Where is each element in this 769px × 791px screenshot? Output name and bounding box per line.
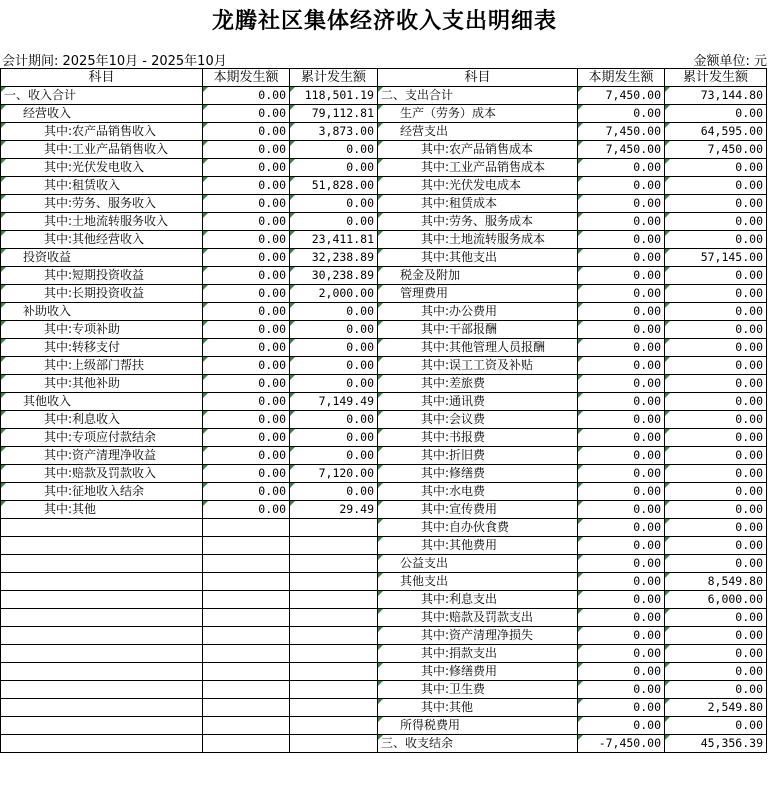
expense-current-cell: 0.00: [578, 195, 665, 213]
expense-current-cell: 0.00: [578, 717, 665, 735]
income-current-cell: [203, 663, 290, 681]
expense-current-cell: 0.00: [578, 501, 665, 519]
expense-cumulative-cell: 0.00: [665, 519, 767, 537]
expense-cumulative-cell: 0.00: [665, 645, 767, 663]
expense-cumulative-cell: 0.00: [665, 555, 767, 573]
income-current-cell: 0.00: [203, 195, 290, 213]
income-current-cell: [203, 735, 290, 753]
expense-cumulative-cell: 0.00: [665, 393, 767, 411]
expense-cumulative-cell: 0.00: [665, 627, 767, 645]
expense-current-cell: 0.00: [578, 267, 665, 285]
expense-current-cell: 0.00: [578, 357, 665, 375]
income-cumulative-cell: 2,000.00: [290, 285, 378, 303]
income-cumulative-cell: [290, 717, 378, 735]
expense-account-cell: 其中:修缮费: [378, 465, 578, 483]
table-row: [1, 105, 767, 123]
expense-account-cell: 管理费用: [378, 285, 578, 303]
expense-cumulative-cell: 0.00: [665, 447, 767, 465]
income-cumulative-cell: [290, 627, 378, 645]
income-current-cell: 0.00: [203, 429, 290, 447]
income-account-cell: [1, 681, 203, 699]
income-account-cell: 其中:其他补助: [1, 375, 203, 393]
income-account-cell: [1, 699, 203, 717]
table-row: [1, 537, 767, 555]
expense-current-cell: 0.00: [578, 105, 665, 123]
expense-current-cell: 0.00: [578, 321, 665, 339]
table-row: [1, 159, 767, 177]
income-current-cell: 0.00: [203, 303, 290, 321]
income-cumulative-cell: 3,873.00: [290, 123, 378, 141]
table-row: [1, 303, 767, 321]
expense-account-cell: 三、收支结余: [378, 735, 578, 753]
income-current-cell: [203, 627, 290, 645]
expense-cumulative-cell: 0.00: [665, 609, 767, 627]
table-row: [1, 411, 767, 429]
income-account-cell: 其中:上级部门帮扶: [1, 357, 203, 375]
income-current-cell: 0.00: [203, 321, 290, 339]
income-account-cell: [1, 735, 203, 753]
report-title: 龙腾社区集体经济收入支出明细表: [211, 8, 557, 34]
income-current-cell: 0.00: [203, 393, 290, 411]
income-account-cell: [1, 663, 203, 681]
income-cumulative-cell: [290, 573, 378, 591]
expense-account-cell: 其中:光伏发电成本: [378, 177, 578, 195]
income-cumulative-cell: [290, 699, 378, 717]
income-cumulative-cell: 0.00: [290, 411, 378, 429]
income-current-cell: 0.00: [203, 465, 290, 483]
expense-cumulative-cell: 45,356.39: [665, 735, 767, 753]
expense-cumulative-cell: 0.00: [665, 303, 767, 321]
accounting-period: 会计期间: 2025年10月 - 2025年10月: [2, 54, 227, 69]
expense-account-cell: 其中:通讯费: [378, 393, 578, 411]
expense-account-cell: 其中:误工工资及补贴: [378, 357, 578, 375]
income-cumulative-cell: [290, 609, 378, 627]
table-row: [1, 375, 767, 393]
expense-cumulative-cell: 0.00: [665, 501, 767, 519]
expense-cumulative-cell: 0.00: [665, 285, 767, 303]
income-account-cell: [1, 573, 203, 591]
income-account-cell: 其中:土地流转服务收入: [1, 213, 203, 231]
expense-account-cell: 其中:宣传费用: [378, 501, 578, 519]
expense-current-cell: 0.00: [578, 159, 665, 177]
income-account-cell: 其中:资产清理净收益: [1, 447, 203, 465]
income-current-cell: 0.00: [203, 105, 290, 123]
expense-current-cell: 7,450.00: [578, 123, 665, 141]
income-current-cell: 0.00: [203, 357, 290, 375]
income-cumulative-cell: 0.00: [290, 159, 378, 177]
expense-current-cell: 0.00: [578, 303, 665, 321]
expense-current-cell: 0.00: [578, 393, 665, 411]
income-account-cell: 其中:赔款及罚款收入: [1, 465, 203, 483]
expense-current-cell: 0.00: [578, 465, 665, 483]
expense-cumulative-cell: 0.00: [665, 663, 767, 681]
income-cumulative-cell: [290, 735, 378, 753]
expense-account-cell: 其中:办公费用: [378, 303, 578, 321]
table-row: [1, 627, 767, 645]
income-account-cell: 其他收入: [1, 393, 203, 411]
table-row: [1, 465, 767, 483]
table-row: [1, 123, 767, 141]
expense-current-cell: 0.00: [578, 573, 665, 591]
expense-current-cell: 0.00: [578, 537, 665, 555]
income-current-cell: [203, 699, 290, 717]
expense-current-cell: 0.00: [578, 627, 665, 645]
expense-account-cell: 其中:土地流转服务成本: [378, 231, 578, 249]
income-current-cell: 0.00: [203, 123, 290, 141]
expense-cumulative-cell: 57,145.00: [665, 249, 767, 267]
expense-cumulative-cell: 0.00: [665, 339, 767, 357]
expense-account-cell: 其中:农产品销售成本: [378, 141, 578, 159]
expense-cumulative-cell: 2,549.80: [665, 699, 767, 717]
income-current-cell: [203, 609, 290, 627]
expense-account-cell: 二、支出合计: [378, 87, 578, 105]
income-cumulative-cell: 0.00: [290, 213, 378, 231]
income-current-cell: 0.00: [203, 411, 290, 429]
table-row: [1, 483, 767, 501]
expense-account-cell: 其中:修缮费用: [378, 663, 578, 681]
expense-account-cell: 其中:会议费: [378, 411, 578, 429]
expense-current-cell: 7,450.00: [578, 141, 665, 159]
income-cumulative-cell: 0.00: [290, 483, 378, 501]
expense-account-cell: 其中:书报费: [378, 429, 578, 447]
table-row: [1, 231, 767, 249]
table-row: [1, 249, 767, 267]
income-cumulative-cell: 0.00: [290, 375, 378, 393]
income-account-cell: 其中:专项补助: [1, 321, 203, 339]
header-expense-account: 科目: [378, 69, 578, 87]
income-cumulative-cell: 0.00: [290, 339, 378, 357]
header-income-account: 科目: [1, 69, 203, 87]
income-account-cell: 一、收入合计: [1, 87, 203, 105]
header-income-cumulative: 累计发生额: [290, 69, 378, 87]
table-row: [1, 285, 767, 303]
income-cumulative-cell: [290, 663, 378, 681]
table-row: [1, 321, 767, 339]
expense-cumulative-cell: 0.00: [665, 483, 767, 501]
expense-cumulative-cell: 0.00: [665, 177, 767, 195]
income-cumulative-cell: 0.00: [290, 141, 378, 159]
income-current-cell: 0.00: [203, 447, 290, 465]
expense-current-cell: 0.00: [578, 699, 665, 717]
income-current-cell: 0.00: [203, 177, 290, 195]
table-row: [1, 177, 767, 195]
income-cumulative-cell: 0.00: [290, 195, 378, 213]
expense-account-cell: 税金及附加: [378, 267, 578, 285]
expense-current-cell: 0.00: [578, 681, 665, 699]
expense-cumulative-cell: 7,450.00: [665, 141, 767, 159]
expense-current-cell: 7,450.00: [578, 87, 665, 105]
expense-cumulative-cell: 0.00: [665, 267, 767, 285]
expense-account-cell: 其中:资产清理净损失: [378, 627, 578, 645]
expense-cumulative-cell: 0.00: [665, 375, 767, 393]
income-account-cell: 其中:其他经营收入: [1, 231, 203, 249]
income-current-cell: 0.00: [203, 285, 290, 303]
income-current-cell: 0.00: [203, 213, 290, 231]
income-cumulative-cell: 0.00: [290, 357, 378, 375]
income-account-cell: 其中:短期投资收益: [1, 267, 203, 285]
income-account-cell: [1, 717, 203, 735]
income-cumulative-cell: 30,238.89: [290, 267, 378, 285]
income-cumulative-cell: [290, 645, 378, 663]
table-row: [1, 393, 767, 411]
table-row: [1, 681, 767, 699]
income-current-cell: 0.00: [203, 159, 290, 177]
income-account-cell: 投资收益: [1, 249, 203, 267]
income-cumulative-cell: 32,238.89: [290, 249, 378, 267]
expense-cumulative-cell: 0.00: [665, 411, 767, 429]
table-row: [1, 195, 767, 213]
income-cumulative-cell: [290, 555, 378, 573]
income-account-cell: 其中:长期投资收益: [1, 285, 203, 303]
expense-cumulative-cell: 0.00: [665, 681, 767, 699]
expense-cumulative-cell: 0.00: [665, 159, 767, 177]
table-row: [1, 501, 767, 519]
income-account-cell: [1, 537, 203, 555]
income-cumulative-cell: 0.00: [290, 429, 378, 447]
expense-account-cell: 其中:工业产品销售成本: [378, 159, 578, 177]
expense-current-cell: 0.00: [578, 285, 665, 303]
expense-cumulative-cell: 0.00: [665, 465, 767, 483]
table-row: [1, 357, 767, 375]
currency-unit: 金额单位: 元: [693, 54, 767, 69]
expense-cumulative-cell: 6,000.00: [665, 591, 767, 609]
table-row: [1, 555, 767, 573]
income-current-cell: 0.00: [203, 141, 290, 159]
income-account-cell: 经营收入: [1, 105, 203, 123]
expense-cumulative-cell: 0.00: [665, 231, 767, 249]
expense-current-cell: 0.00: [578, 213, 665, 231]
expense-account-cell: 其中:赔款及罚款支出: [378, 609, 578, 627]
income-cumulative-cell: [290, 681, 378, 699]
income-current-cell: 0.00: [203, 339, 290, 357]
income-cumulative-cell: 29.49: [290, 501, 378, 519]
income-account-cell: 其中:其他: [1, 501, 203, 519]
income-current-cell: [203, 555, 290, 573]
income-current-cell: [203, 645, 290, 663]
income-cumulative-cell: 51,828.00: [290, 177, 378, 195]
table-row: [1, 609, 767, 627]
expense-account-cell: 公益支出: [378, 555, 578, 573]
expense-account-cell: 其中:其他费用: [378, 537, 578, 555]
expense-current-cell: 0.00: [578, 429, 665, 447]
expense-current-cell: 0.00: [578, 519, 665, 537]
expense-current-cell: 0.00: [578, 375, 665, 393]
expense-account-cell: 其中:利息支出: [378, 591, 578, 609]
income-current-cell: [203, 591, 290, 609]
income-current-cell: [203, 537, 290, 555]
expense-account-cell: 其中:租赁成本: [378, 195, 578, 213]
income-current-cell: [203, 717, 290, 735]
expense-cumulative-cell: 0.00: [665, 321, 767, 339]
income-account-cell: 其中:专项应付款结余: [1, 429, 203, 447]
expense-account-cell: 其中:自办伙食费: [378, 519, 578, 537]
income-account-cell: 其中:转移支付: [1, 339, 203, 357]
income-account-cell: 其中:光伏发电收入: [1, 159, 203, 177]
expense-account-cell: 其中:水电费: [378, 483, 578, 501]
expense-account-cell: 其中:其他管理人员报酬: [378, 339, 578, 357]
income-current-cell: 0.00: [203, 501, 290, 519]
table-row: [1, 339, 767, 357]
table-header-row: [1, 69, 767, 87]
income-account-cell: [1, 645, 203, 663]
expense-account-cell: 生产（劳务）成本: [378, 105, 578, 123]
income-cumulative-cell: [290, 519, 378, 537]
table-row: [1, 429, 767, 447]
expense-cumulative-cell: 0.00: [665, 429, 767, 447]
table-row: [1, 573, 767, 591]
income-current-cell: 0.00: [203, 483, 290, 501]
expense-cumulative-cell: 0.00: [665, 537, 767, 555]
income-account-cell: 其中:征地收入结余: [1, 483, 203, 501]
table-row: [1, 645, 767, 663]
income-cumulative-cell: 23,411.81: [290, 231, 378, 249]
table-row: [1, 213, 767, 231]
table-row: [1, 699, 767, 717]
expense-current-cell: 0.00: [578, 663, 665, 681]
table-row: [1, 717, 767, 735]
income-current-cell: [203, 519, 290, 537]
income-account-cell: [1, 591, 203, 609]
income-current-cell: 0.00: [203, 249, 290, 267]
expense-current-cell: 0.00: [578, 411, 665, 429]
income-account-cell: 其中:租赁收入: [1, 177, 203, 195]
income-current-cell: 0.00: [203, 231, 290, 249]
header-expense-cumulative: 累计发生额: [665, 69, 767, 87]
table-row: [1, 447, 767, 465]
income-account-cell: 其中:劳务、服务收入: [1, 195, 203, 213]
income-cumulative-cell: 118,501.19: [290, 87, 378, 105]
income-account-cell: [1, 627, 203, 645]
expense-current-cell: 0.00: [578, 249, 665, 267]
expense-cumulative-cell: 8,549.80: [665, 573, 767, 591]
income-account-cell: 其中:利息收入: [1, 411, 203, 429]
expense-cumulative-cell: 0.00: [665, 195, 767, 213]
income-current-cell: [203, 681, 290, 699]
income-expense-table: [0, 68, 767, 753]
expense-current-cell: 0.00: [578, 591, 665, 609]
expense-account-cell: 其中:其他: [378, 699, 578, 717]
expense-current-cell: 0.00: [578, 555, 665, 573]
table-row: [1, 591, 767, 609]
expense-account-cell: 其中:卫生费: [378, 681, 578, 699]
expense-account-cell: 其中:折旧费: [378, 447, 578, 465]
table-row: [1, 735, 767, 753]
income-cumulative-cell: 0.00: [290, 303, 378, 321]
expense-cumulative-cell: 0.00: [665, 357, 767, 375]
income-current-cell: 0.00: [203, 87, 290, 105]
income-account-cell: 其中:工业产品销售收入: [1, 141, 203, 159]
expense-current-cell: 0.00: [578, 231, 665, 249]
expense-account-cell: 其他支出: [378, 573, 578, 591]
expense-current-cell: 0.00: [578, 447, 665, 465]
expense-account-cell: 其中:差旅费: [378, 375, 578, 393]
expense-current-cell: 0.00: [578, 609, 665, 627]
table-row: [1, 267, 767, 285]
income-account-cell: 补助收入: [1, 303, 203, 321]
income-cumulative-cell: [290, 537, 378, 555]
income-cumulative-cell: 7,149.49: [290, 393, 378, 411]
expense-current-cell: -7,450.00: [578, 735, 665, 753]
income-cumulative-cell: 7,120.00: [290, 465, 378, 483]
header-income-current: 本期发生额: [203, 69, 290, 87]
income-current-cell: 0.00: [203, 375, 290, 393]
header-expense-current: 本期发生额: [578, 69, 665, 87]
expense-account-cell: 其中:捐款支出: [378, 645, 578, 663]
expense-cumulative-cell: 0.00: [665, 717, 767, 735]
expense-account-cell: 其中:干部报酬: [378, 321, 578, 339]
expense-account-cell: 经营支出: [378, 123, 578, 141]
income-cumulative-cell: 79,112.81: [290, 105, 378, 123]
expense-current-cell: 0.00: [578, 645, 665, 663]
income-cumulative-cell: [290, 591, 378, 609]
income-cumulative-cell: 0.00: [290, 321, 378, 339]
expense-current-cell: 0.00: [578, 483, 665, 501]
income-cumulative-cell: 0.00: [290, 447, 378, 465]
expense-account-cell: 所得税费用: [378, 717, 578, 735]
income-account-cell: [1, 519, 203, 537]
expense-cumulative-cell: 0.00: [665, 105, 767, 123]
table-row: [1, 87, 767, 105]
income-account-cell: [1, 609, 203, 627]
expense-cumulative-cell: 0.00: [665, 213, 767, 231]
income-current-cell: 0.00: [203, 267, 290, 285]
expense-cumulative-cell: 64,595.00: [665, 123, 767, 141]
expense-account-cell: 其中:劳务、服务成本: [378, 213, 578, 231]
expense-account-cell: 其中:其他支出: [378, 249, 578, 267]
expense-current-cell: 0.00: [578, 177, 665, 195]
expense-cumulative-cell: 73,144.80: [665, 87, 767, 105]
expense-current-cell: 0.00: [578, 339, 665, 357]
income-account-cell: [1, 555, 203, 573]
income-current-cell: [203, 573, 290, 591]
table-row: [1, 663, 767, 681]
table-row: [1, 141, 767, 159]
income-account-cell: 其中:农产品销售收入: [1, 123, 203, 141]
table-row: [1, 519, 767, 537]
